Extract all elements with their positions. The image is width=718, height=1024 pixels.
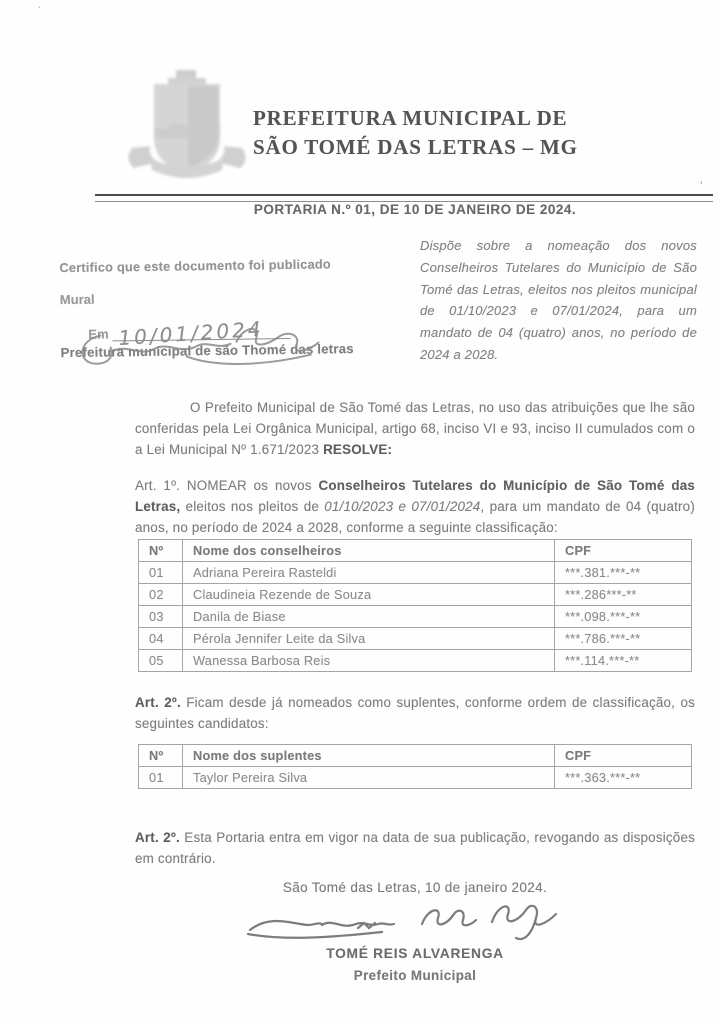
cell-name: Adriana Pereira Rasteldi xyxy=(183,562,555,584)
col-header-name: Nome dos suplentes xyxy=(183,745,555,767)
article-2-label: Art. 2º. xyxy=(135,830,180,846)
cell-num: 01 xyxy=(139,562,183,584)
mayor-name: TOMÉ REIS ALVARENGA xyxy=(326,946,504,961)
mayor-signature-icon xyxy=(242,894,572,948)
table-row xyxy=(139,628,692,650)
article-1-text: Art. 1º. NOMEAR os novos xyxy=(135,478,319,494)
cell-num: 04 xyxy=(139,628,183,650)
cell-name: Pérola Jennifer Leite da Silva xyxy=(183,628,555,650)
cell-name: Taylor Pereira Silva xyxy=(183,767,555,789)
preamble-text: O Prefeito Municipal de São Tomé das Letras, no uso das atribuições que lhe são conferidas pela Lei Orgânica Municipal, artigo 68, inciso VI e 93, inciso II cumulados com o a Lei Municipal Nº 1.671/2023 xyxy=(135,400,695,458)
header-divider xyxy=(95,194,713,202)
article-1-dates: 01/10/2023 e 07/01/2024 xyxy=(324,499,481,515)
mayor-role: Prefeito Municipal xyxy=(353,968,477,983)
article-1-text2: eleitos nos pleitos de xyxy=(180,499,325,515)
publication-stamp xyxy=(59,256,370,360)
cell-name: Danila de Biase xyxy=(183,606,555,628)
cell-cpf: ***.114.***-** xyxy=(555,650,692,672)
cell-cpf: ***.786.***-** xyxy=(555,628,692,650)
cell-cpf: ***.098.***-** xyxy=(555,606,692,628)
cell-name: Claudineia Rezende de Souza xyxy=(183,584,555,606)
article-2-vigor-paragraph xyxy=(135,827,695,869)
document-title: PORTARIA N.º 01, DE 10 DE JANEIRO DE 2024. xyxy=(253,202,577,217)
stamp-em-label: Em xyxy=(88,326,109,342)
preamble-paragraph xyxy=(135,397,695,460)
org-name-line1: PREFEITURA MUNICIPAL DE xyxy=(253,106,568,130)
stamp-certify-line: Certifico que este documento foi publicado xyxy=(59,256,331,276)
col-header-num: Nº xyxy=(139,745,183,767)
stamp-date-line xyxy=(112,312,290,351)
conselheiros-table xyxy=(138,539,692,672)
table-row xyxy=(139,606,692,628)
table-row xyxy=(139,767,692,789)
handwritten-date: 10/01/2024 xyxy=(117,316,265,351)
scan-speck: ’ xyxy=(700,180,703,192)
article-1-paragraph xyxy=(135,475,695,538)
table-row xyxy=(139,650,692,672)
article-1-text3: , para um mandato de 04 (quatro) anos, no período de 2024 a 2028, conforme a seguinte classificação: xyxy=(135,499,695,536)
table-header-row xyxy=(139,540,692,562)
cell-name: Wanessa Barbosa Reis xyxy=(183,650,555,672)
col-header-num: Nº xyxy=(139,540,183,562)
org-name xyxy=(253,104,613,162)
cell-cpf: ***.363.***-** xyxy=(555,767,692,789)
place-date-line: São Tomé das Letras, 10 de janeiro 2024. xyxy=(282,880,548,895)
cell-num: 03 xyxy=(139,606,183,628)
cell-cpf: ***.286***-** xyxy=(555,584,692,606)
article-2-label: Art. 2º. xyxy=(135,695,181,711)
cell-num: 02 xyxy=(139,584,183,606)
table-row xyxy=(139,584,692,606)
suplentes-table xyxy=(138,744,692,789)
stamp-org-line: Prefeitura municipal de são Thomé das letras xyxy=(60,341,354,361)
cell-num: 01 xyxy=(139,767,183,789)
org-name-line2: SÃO TOMÉ DAS LETRAS – MG xyxy=(253,135,578,159)
summary-paragraph: Dispõe sobre a nomeação dos novos Conselheiros Tutelares do Município de São Tomé das Letras, eleitos nos pleitos municipal de 01/10/2023 e 07/01/2024, para um mandato de 04 (quatro) anos, no período de 2024 a 2028. xyxy=(420,238,697,362)
col-header-cpf: CPF xyxy=(555,540,692,562)
stamp-date-row xyxy=(88,312,370,351)
scan-speck: ` xyxy=(38,6,41,15)
article-2-text: Ficam desde já nomeados como suplentes, conforme ordem de classificação, os seguintes candidatos: xyxy=(135,695,695,732)
cell-cpf: ***.381.***-** xyxy=(555,562,692,584)
coat-of-arms-icon xyxy=(118,66,256,200)
article-2-text: Esta Portaria entra em vigor na data de sua publicação, revogando as disposições em contrário. xyxy=(135,830,695,867)
col-header-name: Nome dos conselheiros xyxy=(183,540,555,562)
article-1-bold: Conselheiros Tutelares do Município de São Tomé das Letras, xyxy=(135,478,695,515)
col-header-cpf: CPF xyxy=(555,745,692,767)
cell-num: 05 xyxy=(139,650,183,672)
stamp-mural-line: Mural xyxy=(59,291,95,308)
table-row xyxy=(139,562,692,584)
resolve-keyword: RESOLVE: xyxy=(323,442,393,458)
table-header-row xyxy=(139,745,692,767)
article-2-suplentes-paragraph xyxy=(135,692,695,734)
